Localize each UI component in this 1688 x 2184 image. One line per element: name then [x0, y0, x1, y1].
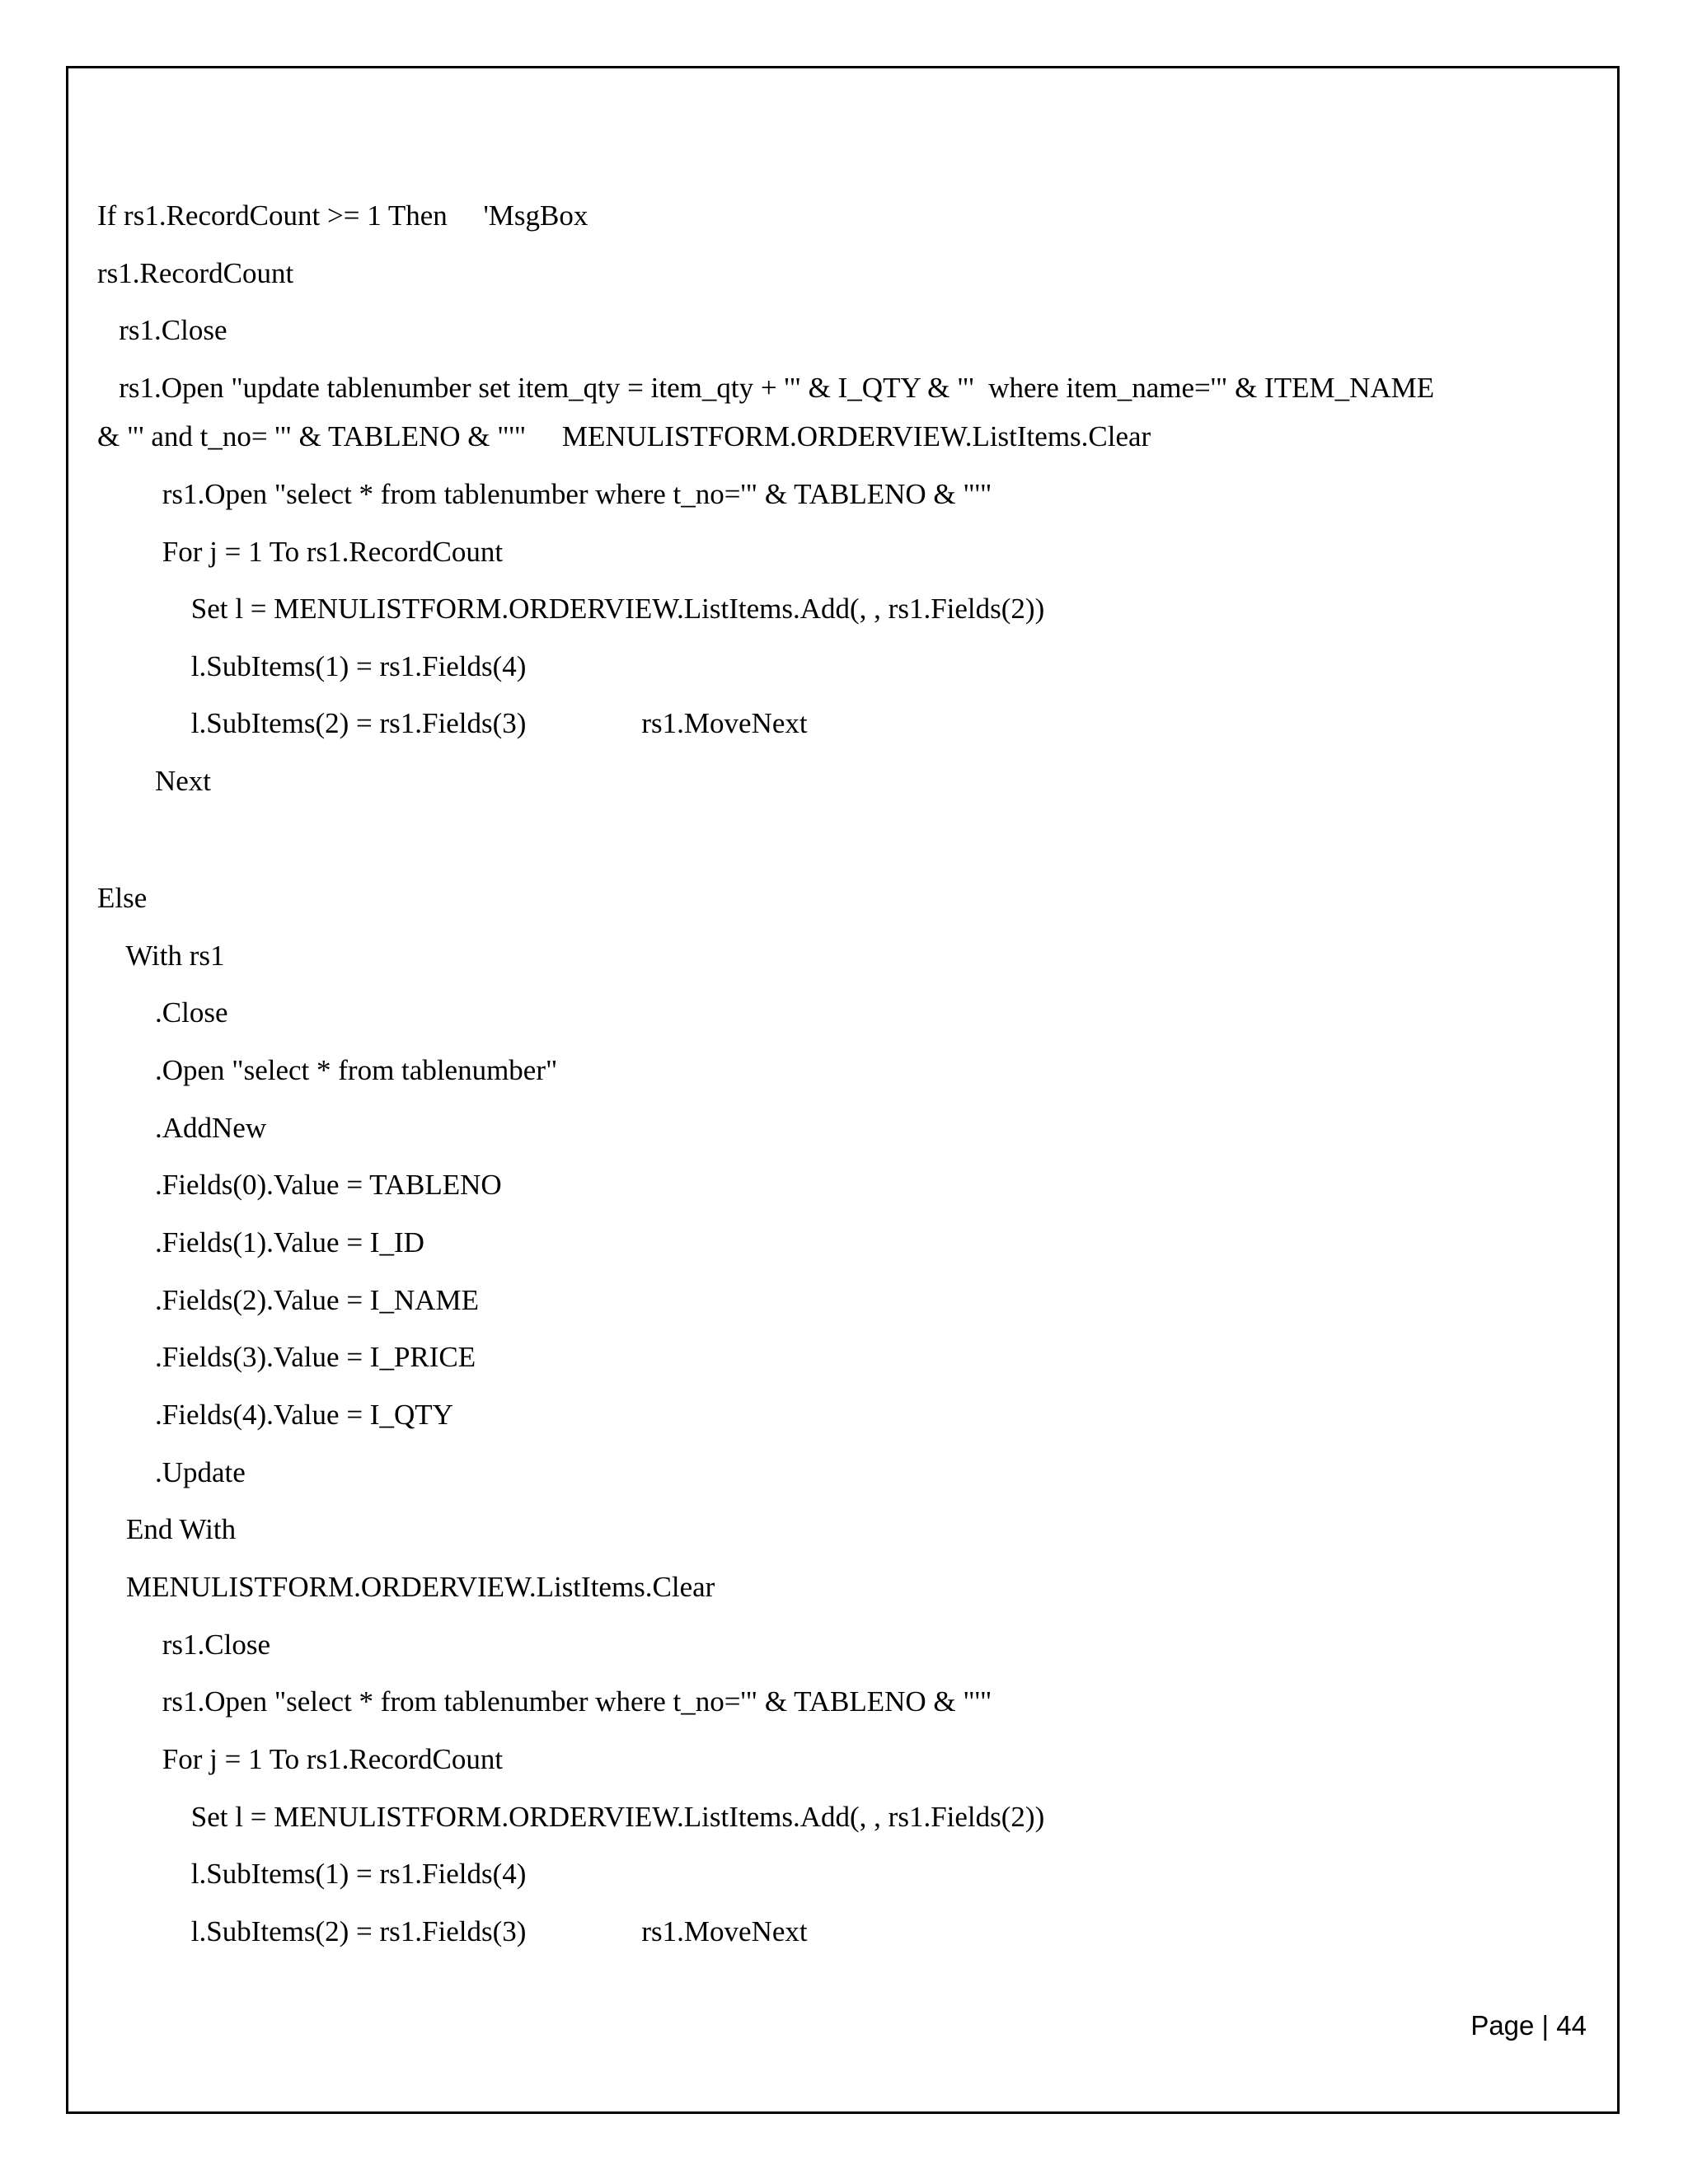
code-line: .Fields(4).Value = I_QTY: [97, 1399, 453, 1431]
code-line: rs1.RecordCount: [97, 257, 294, 289]
code-line: Next: [97, 765, 212, 797]
code-line: With rs1: [97, 940, 225, 972]
code-line: Else: [97, 882, 148, 914]
code-line: For j = 1 To rs1.RecordCount: [97, 536, 504, 568]
code-line: .AddNew: [97, 1112, 267, 1144]
code-line: .Update: [97, 1456, 246, 1488]
code-line: For j = 1 To rs1.RecordCount: [97, 1743, 504, 1775]
code-line: .Close: [97, 996, 228, 1029]
code-line: l.SubItems(2) = rs1.Fields(3) rs1.MoveNext: [97, 707, 808, 739]
code-line: .Fields(2).Value = I_NAME: [97, 1284, 480, 1316]
code-line: .Fields(3).Value = I_PRICE: [97, 1341, 476, 1373]
code-line: l.SubItems(1) = rs1.Fields(4): [97, 650, 527, 682]
code-line: rs1.Close: [97, 1629, 270, 1661]
code-line: & "' and t_no= '" & TABLENO & "'" MENULISTFORM.ORDERVIEW.ListItems.Clear: [97, 420, 1151, 452]
code-line: Set l = MENULISTFORM.ORDERVIEW.ListItems.Add(, , rs1.Fields(2)): [97, 593, 1045, 625]
code-line: rs1.Open "update tablenumber set item_qty = item_qty + '" & I_QTY & "' where item_name='" & ITEM_NAME: [97, 372, 1435, 404]
code-line: If rs1.RecordCount >= 1 Then 'MsgBox: [97, 199, 588, 232]
code-line: Set l = MENULISTFORM.ORDERVIEW.ListItems.Add(, , rs1.Fields(2)): [97, 1801, 1045, 1833]
code-line: l.SubItems(2) = rs1.Fields(3) rs1.MoveNext: [97, 1915, 808, 1947]
code-line: .Open "select * from tablenumber": [97, 1054, 558, 1086]
code-line: rs1.Open "select * from tablenumber where t_no='" & TABLENO & "'": [97, 1685, 992, 1718]
code-line: .Fields(1).Value = I_ID: [97, 1226, 424, 1258]
code-line: rs1.Open "select * from tablenumber where t_no='" & TABLENO & "'": [97, 478, 992, 510]
page-number: Page | 44: [1470, 2010, 1587, 2041]
code-line: MENULISTFORM.ORDERVIEW.ListItems.Clear: [97, 1571, 715, 1603]
code-line: .Fields(0).Value = TABLENO: [97, 1169, 502, 1201]
code-line: rs1.Close: [97, 314, 227, 346]
code-block: [97, 0, 1597, 2019]
code-line: End With: [97, 1513, 237, 1545]
code-line: l.SubItems(1) = rs1.Fields(4): [97, 1858, 527, 1890]
